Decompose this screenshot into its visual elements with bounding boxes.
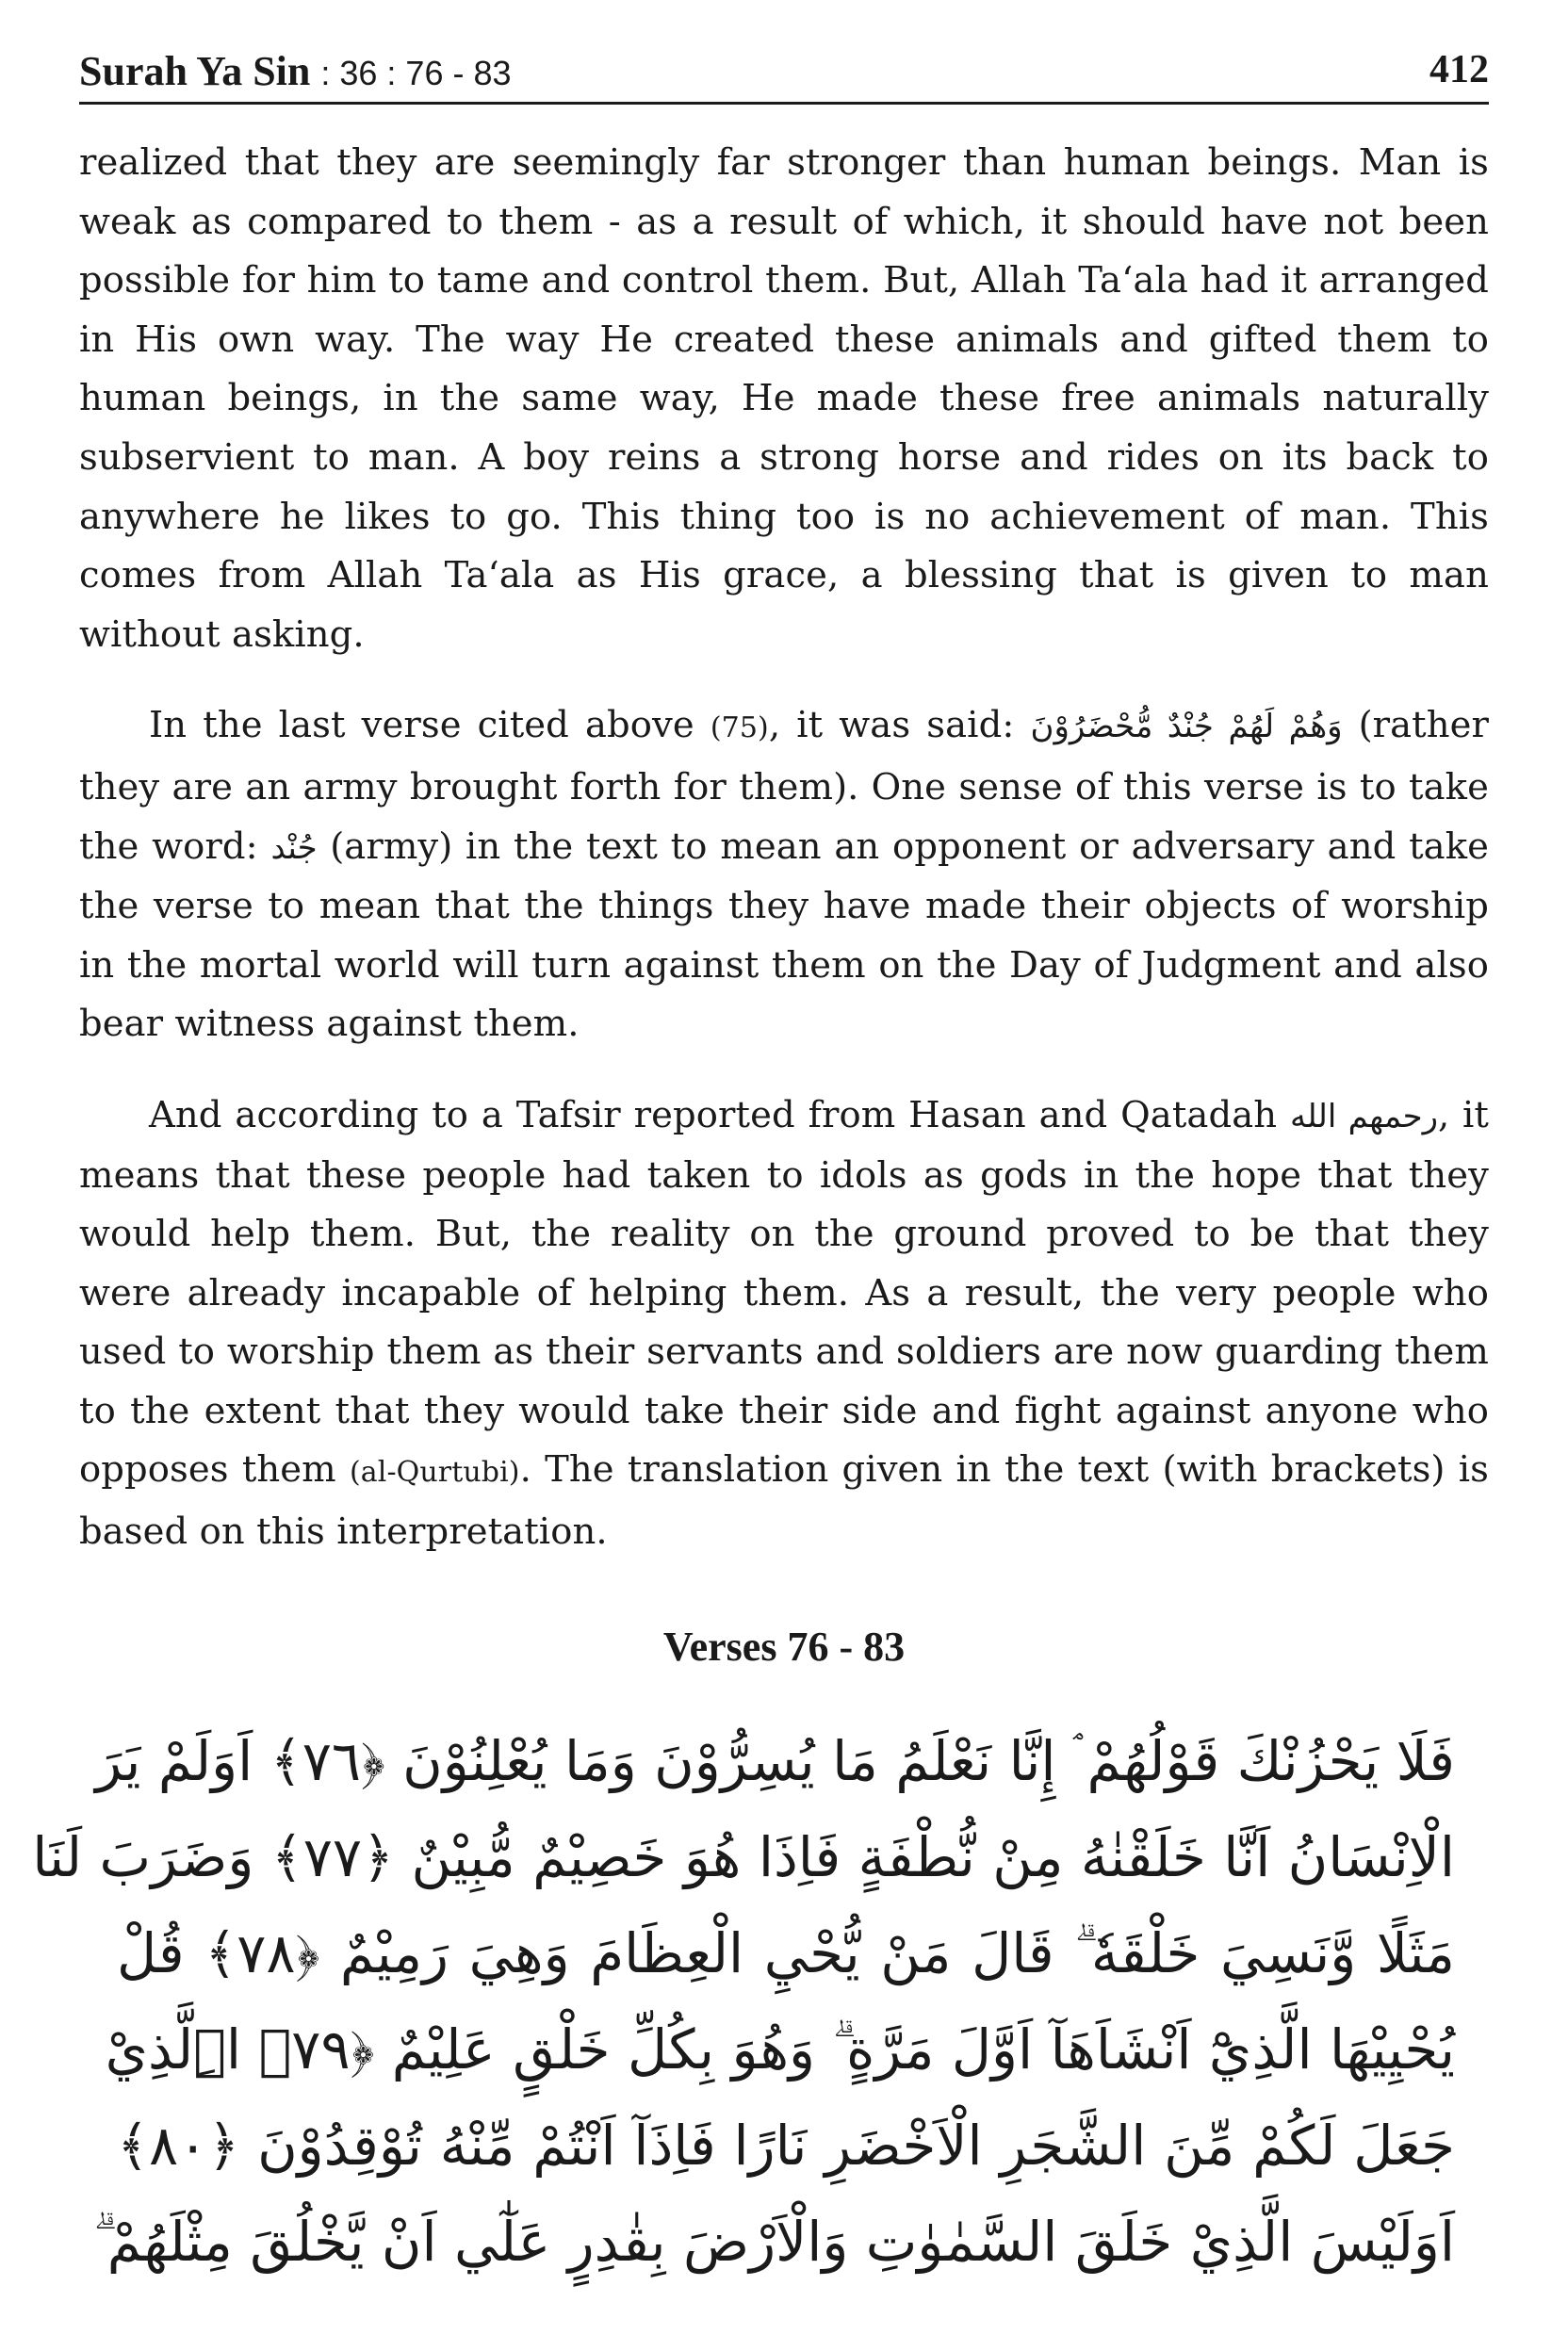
verse-line: فَلَا يَحْزُنْكَ قَوْلُهُمْ ۘ إِنَّا نَعْلَمُ مَا يُسِرُّوْنَ وَمَا يُعْلِنُوْنَ ﴿٧٦﴾ اَوَلَمْ يَرَ (95, 1729, 1455, 1793)
section-heading: Verses 76 - 83 (662, 1624, 906, 1670)
source-citation: (al-Qurtubi) (349, 1456, 520, 1490)
paragraph-text: realized that they are seemingly far stronger than human beings. Man is weak as compared to them - as a result of which, it should have not been possible for him to tame and control them. But, Allah Ta‘ala had it arranged in His own way. The way He created these animals and gifted them to human beings, in the same way, He made these free animals naturally subservient to man. A boy reins a strong horse and rides on its back to anywhere he likes to go. This thing too is no achievement of man. This comes from Allah Ta‘ala as His grace, a blessing that is given to man without asking. (79, 141, 1489, 656)
surah-title (79, 47, 512, 95)
paragraph-1 (79, 134, 1489, 664)
page-number: 412 (1429, 48, 1489, 91)
arabic-honorific: رحمهم الله (1290, 1097, 1439, 1135)
paragraph-text: (rather they are an army brought forth for them). One sense of this verse is to take the word: (79, 704, 1489, 868)
verse-line: جَعَلَ لَكُمْ مِّنَ الشَّجَرِ الْاَخْضَرِ نَارًا فَاِذَآ اَنْتُمْ مِّنْهُ تُوْقِدُوْنَ ﴿٨٠﴾ (117, 2114, 1455, 2178)
verse-line: مَثَلًا وَّنَسِيَ خَلْقَهٗ ۗ قَالَ مَنْ يُّحْيِ الْعِظَامَ وَهِيَ رَمِيْمٌ ﴿٧٨﴾ قُلْ (117, 1921, 1456, 1985)
paragraph-2 (79, 696, 1489, 1054)
paragraph-text: (army) in the text to mean an opponent or adversary and take the verse to mean that the things they have made their objects of worship in the mortal world will turn against them on the Day of Judgment and also bear witness against them. (79, 824, 1490, 1046)
paragraph-text: In the last verse cited above (149, 704, 710, 747)
paragraph-text: , it means that these people had taken to idols as gods in the hope that they would help them. But, the reality on the ground proved to be that they were already incapable of helping them. As a result, the very people who used to worship them as their servants and soldiers are now guarding them to the extent that they would take their side and fight against anyone who opposes them (79, 1093, 1489, 1492)
paragraph-text: And according to a Tafsir reported from Hasan and Qatadah (149, 1093, 1290, 1136)
arabic-quote: وَهُمْ لَهُمْ جُنْدٌ مُّحْضَرُوْنَ (1030, 708, 1343, 746)
paragraph-3 (79, 1086, 1489, 1562)
verse-reference: : 36 : 76 - 83 (320, 54, 512, 92)
arabic-verses (32, 1713, 1456, 2290)
verse-line: يُحْيِيْهَا الَّذِيْٓ اَنْشَاَهَآ اَوَّلَ مَرَّةٍ ۗ وَهُوَ بِكُلِّ خَلْقٍ عَلِيْمٌ ﴿٧٩﴾ اِۨلَّذِيْ (105, 2017, 1455, 2082)
book-page (32, 0, 1490, 2351)
verse-line: الْاِنْسَانُ اَنَّا خَلَقْنٰهُ مِنْ نُّطْفَةٍ فَاِذَا هُوَ خَصِيْمٌ مُّبِيْنٌ ﴿٧٧﴾ وَضَرَبَ لَنَا (32, 1825, 1455, 1889)
paragraph-text: , it was said: (768, 704, 1031, 747)
verse-citation: (75) (710, 711, 769, 745)
running-head (79, 43, 1489, 105)
surah-name: Surah Ya Sin (79, 48, 311, 94)
commentary-text (79, 134, 1489, 1594)
arabic-word: جُنْد (270, 828, 318, 867)
paragraph-text: . The translation given in the text (with brackets) is based on this interpretation. (79, 1448, 1489, 1554)
verse-line: اَوَلَيْسَ الَّذِيْ خَلَقَ السَّمٰوٰتِ وَالْاَرْضَ بِقٰدِرٍ عَلٰٓي اَنْ يَّخْلُقَ مِثْلَهُمْ ۗ (93, 2210, 1455, 2274)
